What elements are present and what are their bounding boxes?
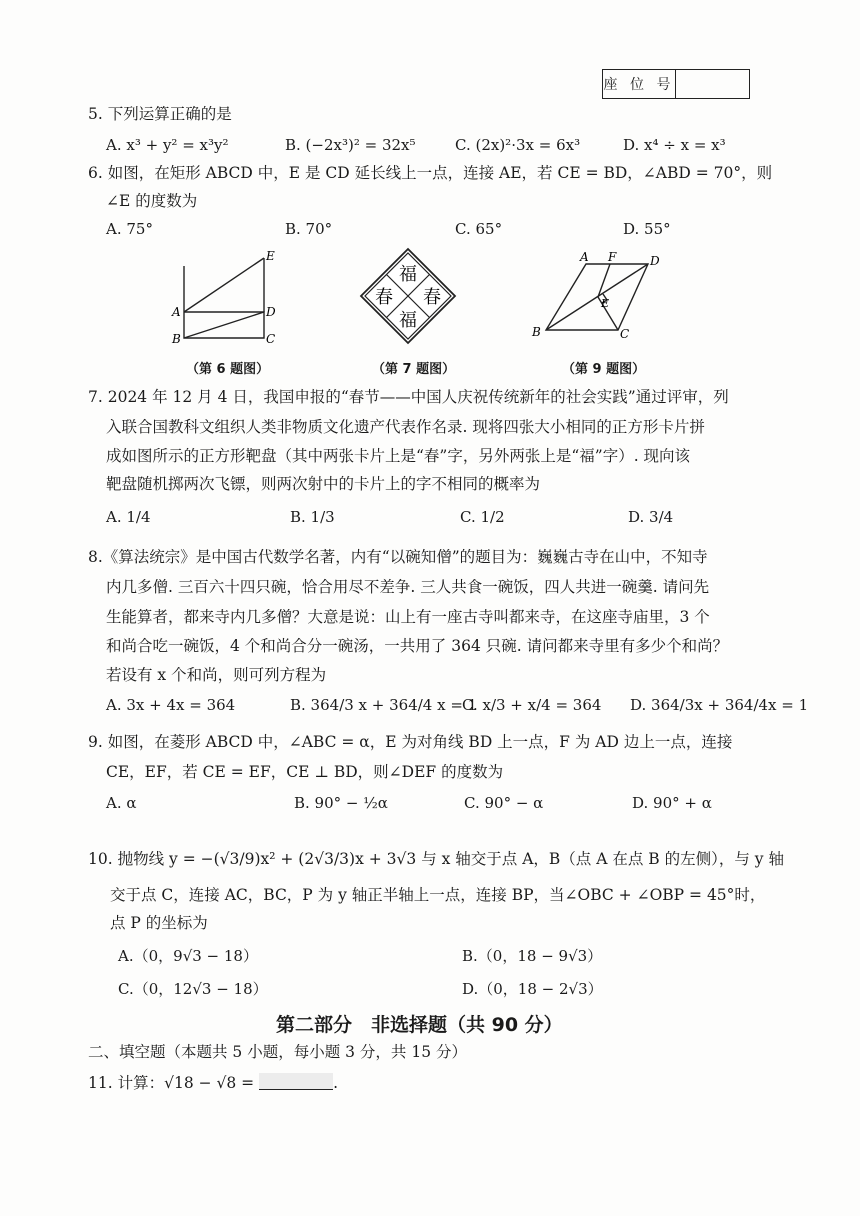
q8-line2: 内几多僧. 三百六十四只碗，恰合用尽不差争. 三人共食一碗饭，四人共进一碗羹. 请问先 — [106, 578, 710, 596]
q10-option-b: B.（0，18 − 9√3） — [462, 947, 603, 965]
fig9-label-e: E — [601, 297, 610, 310]
q8-line3: 生能算者，都来寺内几多僧？大意是说：山上有一座古寺叫都来寺，在这座寺庙里，3 个 — [106, 608, 710, 626]
seat-number-box — [602, 69, 750, 99]
q9-line2: CE，EF，若 CE = EF，CE ⊥ BD，则∠DEF 的度数为 — [106, 763, 504, 781]
q6-option-d: D. 55° — [623, 220, 671, 238]
q7-line1: 7. 2024 年 12 月 4 日，我国申报的“春节——中国人庆祝传统新年的社会实践”通过评审，列 — [88, 388, 729, 406]
q5-option-d: D. x⁴ ÷ x = x³ — [623, 136, 726, 154]
seat-number-label: 座 位 号 — [603, 70, 676, 98]
fig7-caption: （第 7 题图） — [372, 362, 456, 377]
q8-line5: 若设有 x 个和尚，则可列方程为 — [106, 666, 327, 684]
q11-answer-blank[interactable] — [259, 1073, 333, 1090]
q5-option-b: B. (−2x³)² = 32x⁵ — [285, 136, 416, 154]
figure-9 — [528, 250, 668, 345]
q8-option-a: A. 3x + 4x = 364 — [106, 696, 236, 714]
q9-line1: 9. 如图，在菱形 ABCD 中，∠ABC = α，E 为对角线 BD 上一点，F 为 AD 边上一点，连接 — [88, 733, 733, 751]
fig9-label-b: B — [532, 325, 541, 339]
q9-option-c: C. 90° − α — [464, 794, 544, 812]
fig9-label-a: A — [580, 250, 589, 264]
q7-option-a: A. 1/4 — [106, 508, 151, 526]
fig6-label-b: B — [172, 332, 181, 346]
q8-option-c: C. x/3 + x/4 = 364 — [462, 696, 602, 714]
q11-text: 11. 计算：√18 − √8 = — [88, 1074, 255, 1092]
fig6-label-a: A — [172, 305, 181, 319]
q10-line3: 点 P 的坐标为 — [110, 914, 208, 932]
q6-option-a: A. 75° — [106, 220, 153, 238]
q10-line1: 10. 抛物线 y = −(√3/9)x² + (2√3/3)x + 3√3 与 x 轴交于点 A，B（点 A 在点 B 的左侧），与 y 轴 — [88, 850, 784, 868]
q5-option-a: A. x³ + y² = x³y² — [106, 136, 229, 154]
q8-line1: 8.《算法统宗》是中国古代数学名著，内有“以碗知僧”的题目为：巍巍古寺在山中，不知寺 — [88, 548, 708, 566]
fig7-char-top: 福 — [399, 264, 417, 285]
q7-option-d: D. 3/4 — [628, 508, 674, 526]
seat-number-field[interactable] — [676, 70, 749, 98]
q10-option-d: D.（0，18 − 2√3） — [462, 980, 603, 998]
q6-option-b: B. 70° — [285, 220, 333, 238]
q5-option-c: C. (2x)²·3x = 6x³ — [455, 136, 581, 154]
q9-option-a: A. α — [106, 794, 137, 812]
q7-option-c: C. 1/2 — [460, 508, 505, 526]
fig6-caption: （第 6 题图） — [186, 362, 270, 377]
fig6-label-c: C — [266, 332, 276, 346]
q6-line2: ∠E 的度数为 — [106, 192, 198, 210]
fig7-char-bottom: 福 — [399, 310, 417, 331]
q6-option-c: C. 65° — [455, 220, 503, 238]
q7-option-b: B. 1/3 — [290, 508, 335, 526]
q9-option-b: B. 90° − ½α — [294, 794, 388, 812]
q7-line3: 成如图所示的正方形靶盘（其中两张卡片上是“春”字，另外两张上是“福”字）. 现向该 — [106, 447, 691, 465]
fig9-caption: （第 9 题图） — [562, 362, 646, 377]
part2-heading: 第二部分 非选择题（共 90 分） — [276, 1014, 563, 1036]
fig9-label-f: F — [608, 250, 617, 264]
q8-option-b: B. 364/3 x + 364/4 x = 1 — [290, 696, 478, 714]
q5-stem: 5. 下列运算正确的是 — [88, 105, 232, 123]
fig6-diagonal-bd — [184, 312, 264, 338]
q10-option-a: A.（0，9√3 − 18） — [118, 947, 258, 965]
q6-line1: 6. 如图，在矩形 ABCD 中，E 是 CD 延长线上一点，连接 AE，若 CE = BD，∠ABD = 70°，则 — [88, 164, 773, 182]
fig6-label-d: D — [266, 305, 276, 319]
q9-option-d: D. 90° + α — [632, 794, 712, 812]
fig7-char-right: 春 — [423, 287, 441, 308]
fig6-line-ae — [184, 258, 264, 312]
fig9-label-d: D — [650, 254, 660, 268]
q7-line4: 靶盘随机掷两次飞镖，则两次射中的卡片上的字不相同的概率为 — [106, 475, 541, 493]
q8-option-d: D. 364/3x + 364/4x = 1 — [630, 696, 809, 714]
q10-option-c: C.（0，12√3 − 18） — [118, 980, 268, 998]
q11-period: . — [333, 1074, 339, 1092]
q11-line — [88, 1072, 338, 1094]
fill-in-heading: 二、填空题（本题共 5 小题，每小题 3 分，共 15 分） — [88, 1043, 468, 1061]
q7-line2: 入联合国教科文组织人类非物质文化遗产代表作名录. 现将四张大小相同的正方形卡片拼 — [106, 418, 705, 436]
fig6-label-e: E — [266, 249, 275, 263]
figure-6 — [160, 246, 290, 351]
fig9-label-c: C — [620, 327, 630, 341]
q10-line2: 交于点 C，连接 AC，BC，P 为 y 轴正半轴上一点，连接 BP，当∠OBC + ∠OBP = 45°时， — [110, 886, 766, 904]
q8-line4: 和尚合吃一碗饭，4 个和尚合分一碗汤，一共用了 364 只碗. 请问都来寺里有多少个和尚？ — [106, 637, 729, 655]
fig7-char-left: 春 — [375, 287, 393, 308]
figure-7 — [358, 246, 458, 346]
